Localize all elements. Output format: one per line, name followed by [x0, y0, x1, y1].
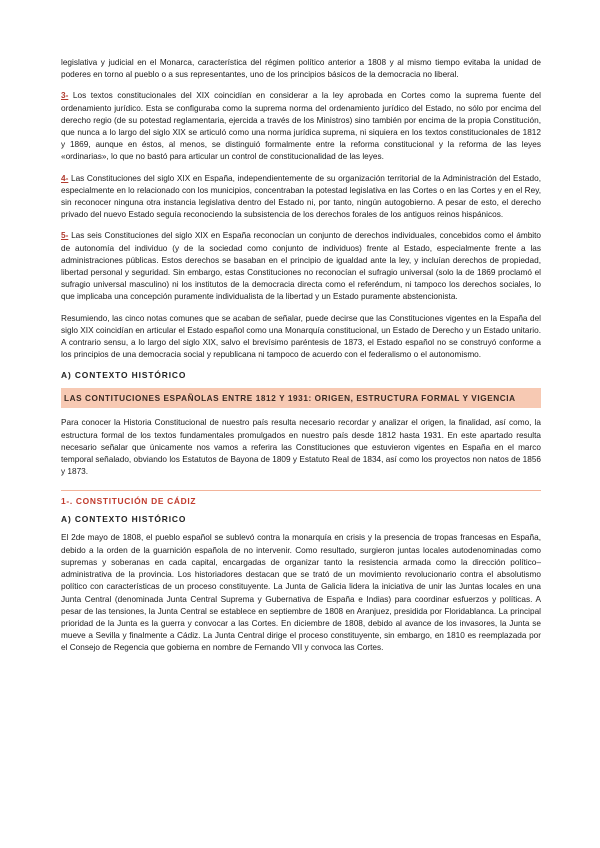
- heading-context-historico: A) CONTEXTO HISTÓRICO: [61, 370, 187, 381]
- note-number-3: 3-: [61, 91, 69, 101]
- note-text-5: Las seis Constituciones del siglo XIX en España reconocían un conjunto de derechos individuales, concebidos como el ámbito de autonomía del individuo (y de la sociedad como conjunto de individuos) frente al Estado, especialmente frente a las administraciones públicas. Estos derechos se basaban en el principio de igualdad ante la ley, y incluían derechos de propiedad, libertad personal y seguridad. Sin embargo, estas Constituciones no reconocían el sufragio universal (solo la de 1869 proclamó el sufragio universal masculino) ni los institutos de la democracia directa como el referéndum, ni tampoco los derechos sociales, lo que implicaba una concepción puramente individualista de la libertad y un Estado puramente abstencionista.: [61, 231, 541, 302]
- heading-context-historico-cadiz: A) CONTEXTO HISTÓRICO: [61, 514, 187, 525]
- paragraph-continuation: legislativa y judicial en el Monarca, característica del régimen político anterior a 1808 y al mismo tiempo evitaba la unidad de poderes en torno al pueblo o a sus representantes, uno de los principios básicos de la democracia no liberal.: [61, 58, 541, 80]
- paragraph-note-4: [61, 173, 541, 222]
- paragraph-summary: Resumiendo, las cinco notas comunes que se acaban de señalar, puede decirse que las Constituciones vigentes en la España del siglo XIX coincidían en articular el Estado español como una Monarquía constitucional, un Estado de Derecho y un Estado unitario. A contrario sensu, a lo largo del siglo XIX, salvo el brevísimo paréntesis de 1873, el Estado español no se construyó conforme a los principios de una democracia social y republicana ni tampoco de acuerdo con el federalismo o el autonomismo.: [61, 313, 541, 360]
- paragraph-note-3: [61, 90, 541, 163]
- note-number-4: 4-: [61, 173, 69, 183]
- note-text-4: Las Constituciones del siglo XIX en España, independientemente de su organización territorial de la Administración del Estado, especialmente en lo relacionado con los municipios, concentraban la potestad legislativa en las Cortes o en las Cortes y en el Rey, sin reconocer ninguna otra instancia legislativa dentro del Estado ni, por tanto, ningún autogobierno. A pesar de esto, el derecho privado del nuevo Estado seguía reconociendo la subsistencia de los derechos forales de los antiguos reinos hispánicos.: [61, 173, 541, 220]
- note-text-3: Los textos constitucionales del XIX coincidían en considerar a la ley aprobada en Cortes como la suprema fuente del ordenamiento jurídico. Esta se configuraba como la suprema norma del ordenamiento jurídico del Estado, no sólo por encima del derecho regio (de su potestad reglamentaria, ejercida a través de los Ministros) sino también por encima de la propia Constitución, que nunca a lo largo del siglo XIX se articuló como una norma jurídica suprema, ni siquiera en los textos constitucionales de 1812 y 1869, aunque en éstos, al menos, se distinguió formalmente entre la reforma constitucional y la reforma de las leyes «ordinarias», lo que no bastó para articular un control de constitucionalidad de las leyes.: [61, 91, 541, 162]
- paragraph-note-5: [61, 230, 541, 303]
- section-banner: LAS CONTITUCIONES ESPAÑOLAS ENTRE 1812 Y 1931: ORIGEN, ESTRUCTURA FORMAL Y VIGENCIA: [61, 388, 541, 408]
- paragraph-intro: Para conocer la Historia Constitucional de nuestro país resulta necesario recordar y analizar el origen, la finalidad, así como, la estructura formal de los textos fundamentales promulgados en nuestro país desde 1812 hasta 1931. En este apartado resulta necesario señalar que únicamente nos vamos a referira las Constituciones que estuvieron vigentes en España en el marco temporal señalado, obviando los Estatutos de Bayona de 1809 y Estatuto Real de 1834, así como los proyectos non natos de 1856 y 1873.: [61, 418, 541, 477]
- page-content: [61, 57, 541, 655]
- section-title-cadiz: 1-. CONSTITUCIÓN DE CÁDIZ: [61, 496, 197, 507]
- section-divider: [61, 490, 541, 491]
- paragraph-cadiz: El 2de mayo de 1808, el pueblo español se sublevó contra la monarquía en crisis y la presencia de tropas francesas en España, debido a la orden de la guarnición española de no intervenir. Como resultado, surgieron juntas locales autodenominadas como supremas y soberanas en cada capital, encargadas de organizar tanto la resistencia armada como la dirección político–administrativa de la provincia. Los historiadores destacan que se trató de un movimiento revolucionario contra el absolutismo político con características de un proceso constituyente. La Junta de Galicia lidera la iniciativa de unir las Juntas locales en una Junta Central (denominada Junta Central Suprema y Gubernativa de España e Indias) para coordinar esfuerzos y políticas. A pesar de las tensiones, la Junta Central se establece en septiembre de 1808 en Aranjuez, presidida por Floridablanca. La principal prioridad de la Junta es la guerra y convocar a las Cortes. En diciembre de 1808, debido al avance de los invasores, la Junta se mueve a Sevilla y finalmente a Cádiz. La Junta Central dirige el proceso constituyente, sin embargo, en 1810 es reemplazada por el Consejo de Regencia que gobierna en nombre de Fernando VII y convoca las Cortes.: [61, 533, 541, 653]
- note-number-5: 5-: [61, 231, 69, 241]
